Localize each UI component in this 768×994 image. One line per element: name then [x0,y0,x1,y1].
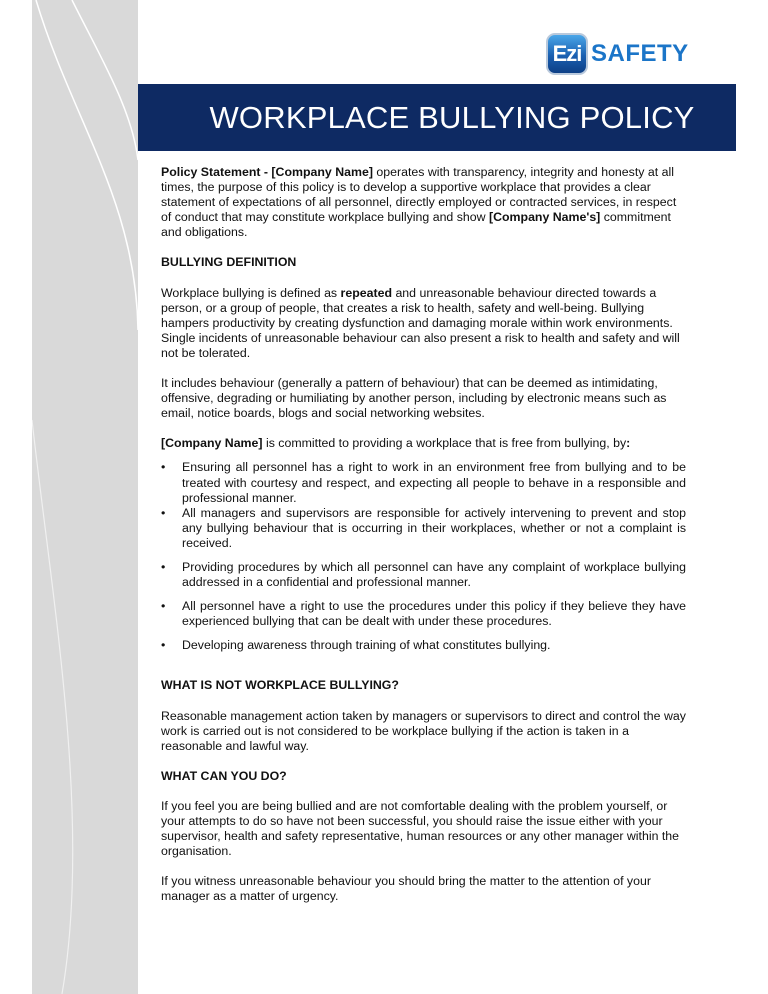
decorative-curves [32,0,138,994]
definition-p1-start: Workplace bullying is defined as [161,285,341,300]
definition-paragraph-2: It includes behaviour (generally a pattern of behaviour) that can be deemed as intimidating, offensive, degrading or humiliating by another person, including by electronic means such as email, notice boards, blogs and social networking websites. [161,376,667,421]
commitment-list [161,460,686,653]
logo-badge: Ezi [546,33,588,75]
logo-brand-text: SAFETY [591,40,689,67]
list-item: • Developing awareness through training of what constitutes bullying. [161,638,686,653]
list-item: • Providing procedures by which all personnel can have any complaint of workplace bullying addressed in a confidential and professional manner. [161,560,686,590]
what-to-do-heading: WHAT CAN YOU DO? [161,768,287,783]
not-bullying-heading: WHAT IS NOT WORKPLACE BULLYING? [161,678,399,693]
policy-statement-label: Policy Statement - [Company Name] [161,165,373,179]
not-bullying-text: Reasonable management action taken by managers or supervisors to direct and control the way work is carried out is not considered to be workplace bullying if the action is taken in a reasonable and lawful way. [161,708,686,753]
commitment-colon: : [626,436,631,451]
policy-statement-end: commitment and obligations. [161,210,671,240]
commitment-intro [161,436,686,451]
what-to-do-paragraph-2: If you witness unreasonable behaviour you should bring the matter to the attention of your manager as a matter of urgency. [161,874,651,904]
commitment-text: is committed to providing a workplace that is free from bullying, by [262,436,627,451]
policy-statement-text: operates with transparency, integrity and honesty at all times, the purpose of this policy is to develop a supportive workplace that provides a clear statement of expectations of all personnel, directly employed or contracted services, in respect of conduct that may constitute workplace bullying and show [161,165,677,225]
policy-statement [161,165,686,240]
list-item: • Ensuring all personnel has a right to work in an environment free from bullying and to be treated with courtesy and respect, and expecting all people to behave in a responsible and professional manner. [161,460,686,505]
list-item: • All personnel have a right to use the procedures under this policy if they believe they have experienced bullying that can be dealt with under these procedures. [161,599,686,629]
commitment-company: [Company Name] [161,436,263,451]
definition-p1-end: and unreasonable behaviour directed towards a person, or a group of people, that creates a risk to health, safety and well-being. Bullying hampers productivity by creating dysfunction and damaging morale within work environments. Single incidents of unreasonable behaviour can also present a risk to health and safety and will not be tolerated. [161,285,680,360]
what-to-do-paragraph-1: If you feel you are being bullied and are not comfortable dealing with the problem yourself, or your attempts to do so have not been successful, you should raise the issue either with your supervisor, health and safety representative, human resources or any other manager within the organisation. [161,798,680,859]
company-name-possessive: [Company Name's] [488,210,601,225]
definition-heading: BULLYING DEFINITION [161,255,297,270]
policy-body [161,165,686,904]
title-banner [138,84,736,151]
definition-p1-bold: repeated [340,285,393,300]
definition-paragraph-1 [161,286,686,361]
ezi-safety-logo [546,32,689,76]
list-item: • All managers and supervisors are responsible for actively intervening to prevent and stop any bullying behaviour that is occurring in their workplaces, whether or not a complaint is received. [161,506,686,551]
page-title: WORKPLACE BULLYING POLICY [209,99,695,135]
side-decoration-strip [32,0,138,994]
